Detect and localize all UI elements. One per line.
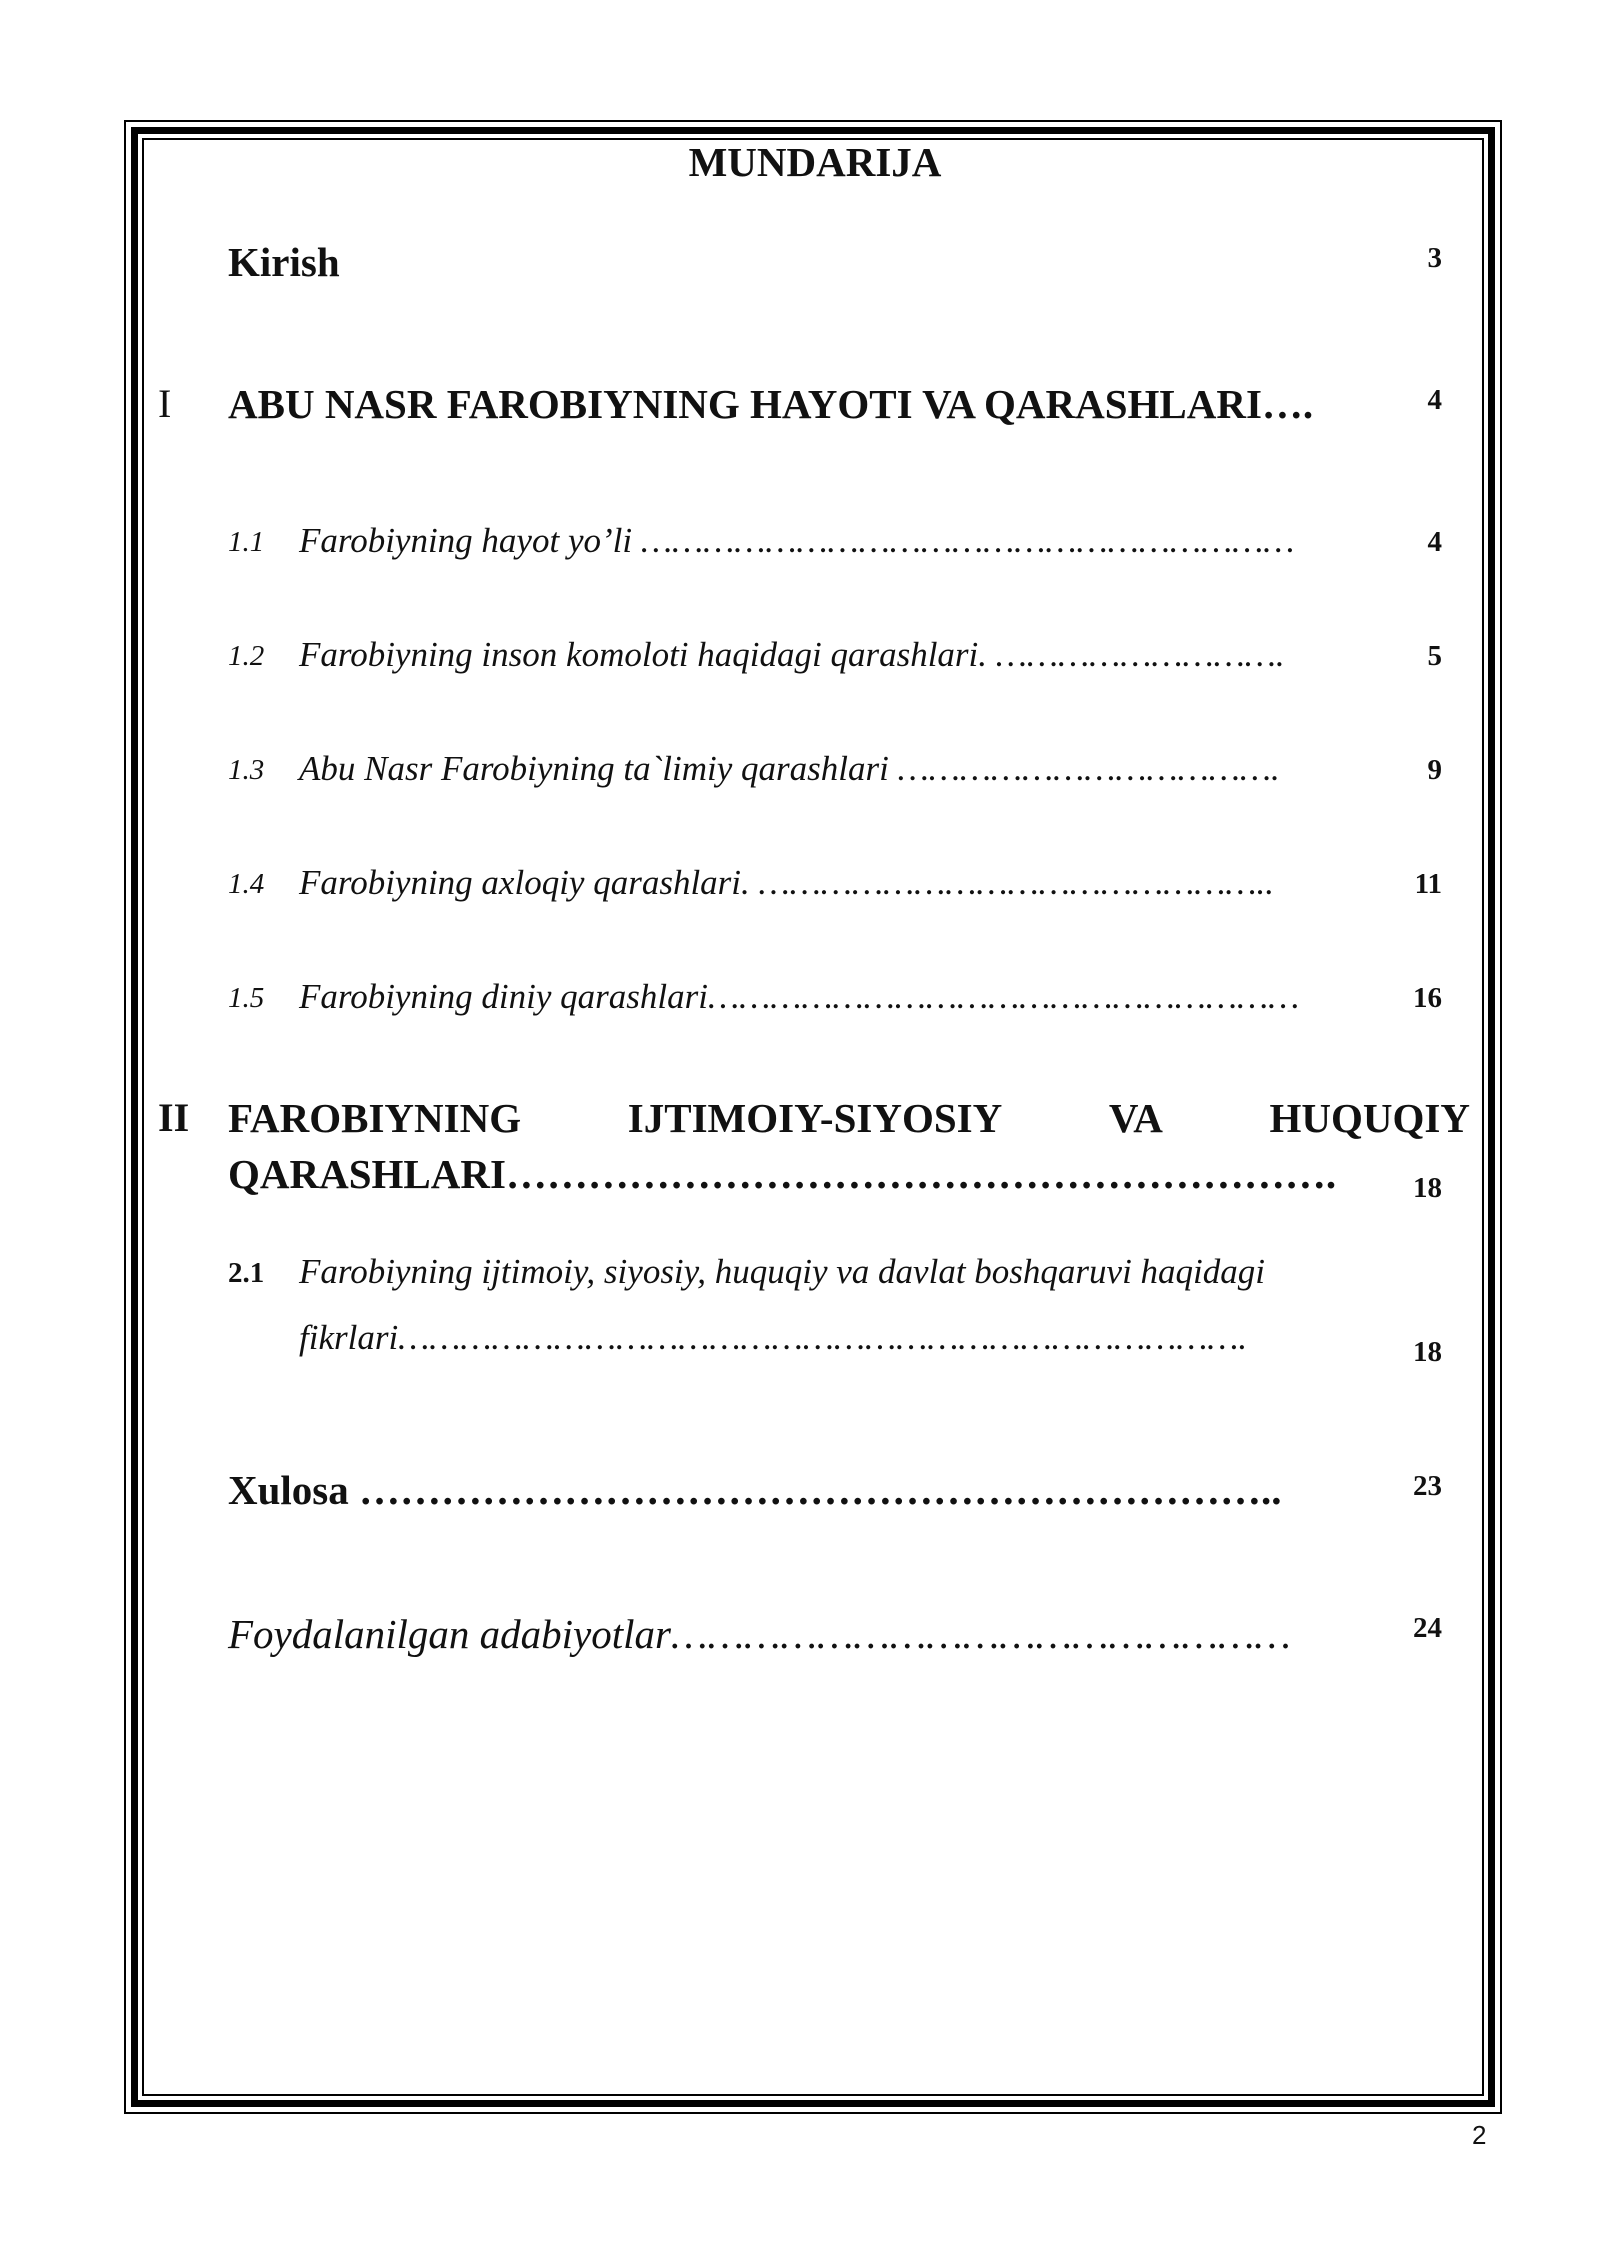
toc-section-1-3-number: 1.3 xyxy=(228,754,265,786)
toc-section-1-1-number: 1.1 xyxy=(228,526,265,558)
toc-chapter-2-page: 18 xyxy=(1413,1172,1442,1204)
toc-section-1-1-page: 4 xyxy=(1427,526,1442,558)
toc-title: MUNDARIJA xyxy=(688,139,942,185)
toc-entry-xulosa-page: 23 xyxy=(1413,1470,1442,1502)
toc-section-2-1-label-line1: Farobiyning ijtimoiy, siyosiy, huquqiy va davlat boshqaruvi haqidagi xyxy=(299,1252,1265,1291)
toc-section-1-4-page: 11 xyxy=(1414,868,1442,900)
toc-chapter-2-label-line1 xyxy=(228,1094,1470,1142)
toc-entry-kirish-label: Kirish xyxy=(228,239,340,285)
toc-section-1-2-page: 5 xyxy=(1427,640,1442,672)
toc-chapter-2-word: HUQUQIY xyxy=(1269,1095,1470,1141)
toc-entry-xulosa-label: Xulosa ………………………………………………………….. xyxy=(228,1467,1282,1513)
toc-section-1-4-label: Farobiyning axloqiy qarashlari. ………………………………………….. xyxy=(299,863,1274,902)
page-number: 2 xyxy=(1472,2120,1487,2150)
toc-chapter-1-label: ABU NASR FAROBIYNING HAYOTI VA QARASHLARI…. xyxy=(228,381,1314,427)
toc-section-1-2-number: 1.2 xyxy=(228,640,265,672)
toc-section-1-3-label: Abu Nasr Farobiyning ta`limiy qarashlari ………………………………. xyxy=(299,749,1280,788)
toc-section-1-5-number: 1.5 xyxy=(228,982,265,1014)
toc-section-1-4-number: 1.4 xyxy=(228,868,265,900)
toc-section-2-1-label-line2: fikrlari………………………………………………………………………. xyxy=(299,1318,1248,1357)
toc-chapter-2-word: FAROBIYNING xyxy=(228,1095,522,1141)
toc-entry-references-page: 24 xyxy=(1413,1612,1442,1644)
toc-section-1-5-label: Farobiyning diniy qarashlari………………………………………………… xyxy=(299,977,1300,1016)
toc-chapter-2-word: IJTIMOIY-SIYOSIY xyxy=(627,1095,1003,1141)
toc-chapter-1-page: 4 xyxy=(1427,384,1442,416)
toc-section-2-1-page: 18 xyxy=(1413,1336,1442,1368)
toc-entry-kirish-page: 3 xyxy=(1427,242,1442,274)
toc-section-1-1-label: Farobiyning hayot yo’li ……………………………………………………… xyxy=(299,521,1295,560)
toc-chapter-2-numeral: II xyxy=(158,1095,190,1140)
toc-section-1-5-page: 16 xyxy=(1413,982,1442,1014)
toc-chapter-2-word: VA xyxy=(1108,1095,1163,1141)
toc-entry-references-label: Foydalanilgan adabiyotlar…………………………………………… xyxy=(228,1611,1291,1657)
toc-chapter-1-numeral: I xyxy=(158,381,172,426)
toc-chapter-2-label-line2: QARASHLARI……………………………………………………. xyxy=(228,1151,1337,1197)
toc-section-1-3-page: 9 xyxy=(1427,754,1442,786)
toc-section-2-1-number: 2.1 xyxy=(228,1257,265,1289)
toc-section-1-2-label: Farobiyning inson komoloti haqidagi qarashlari. ………………………. xyxy=(299,635,1285,674)
